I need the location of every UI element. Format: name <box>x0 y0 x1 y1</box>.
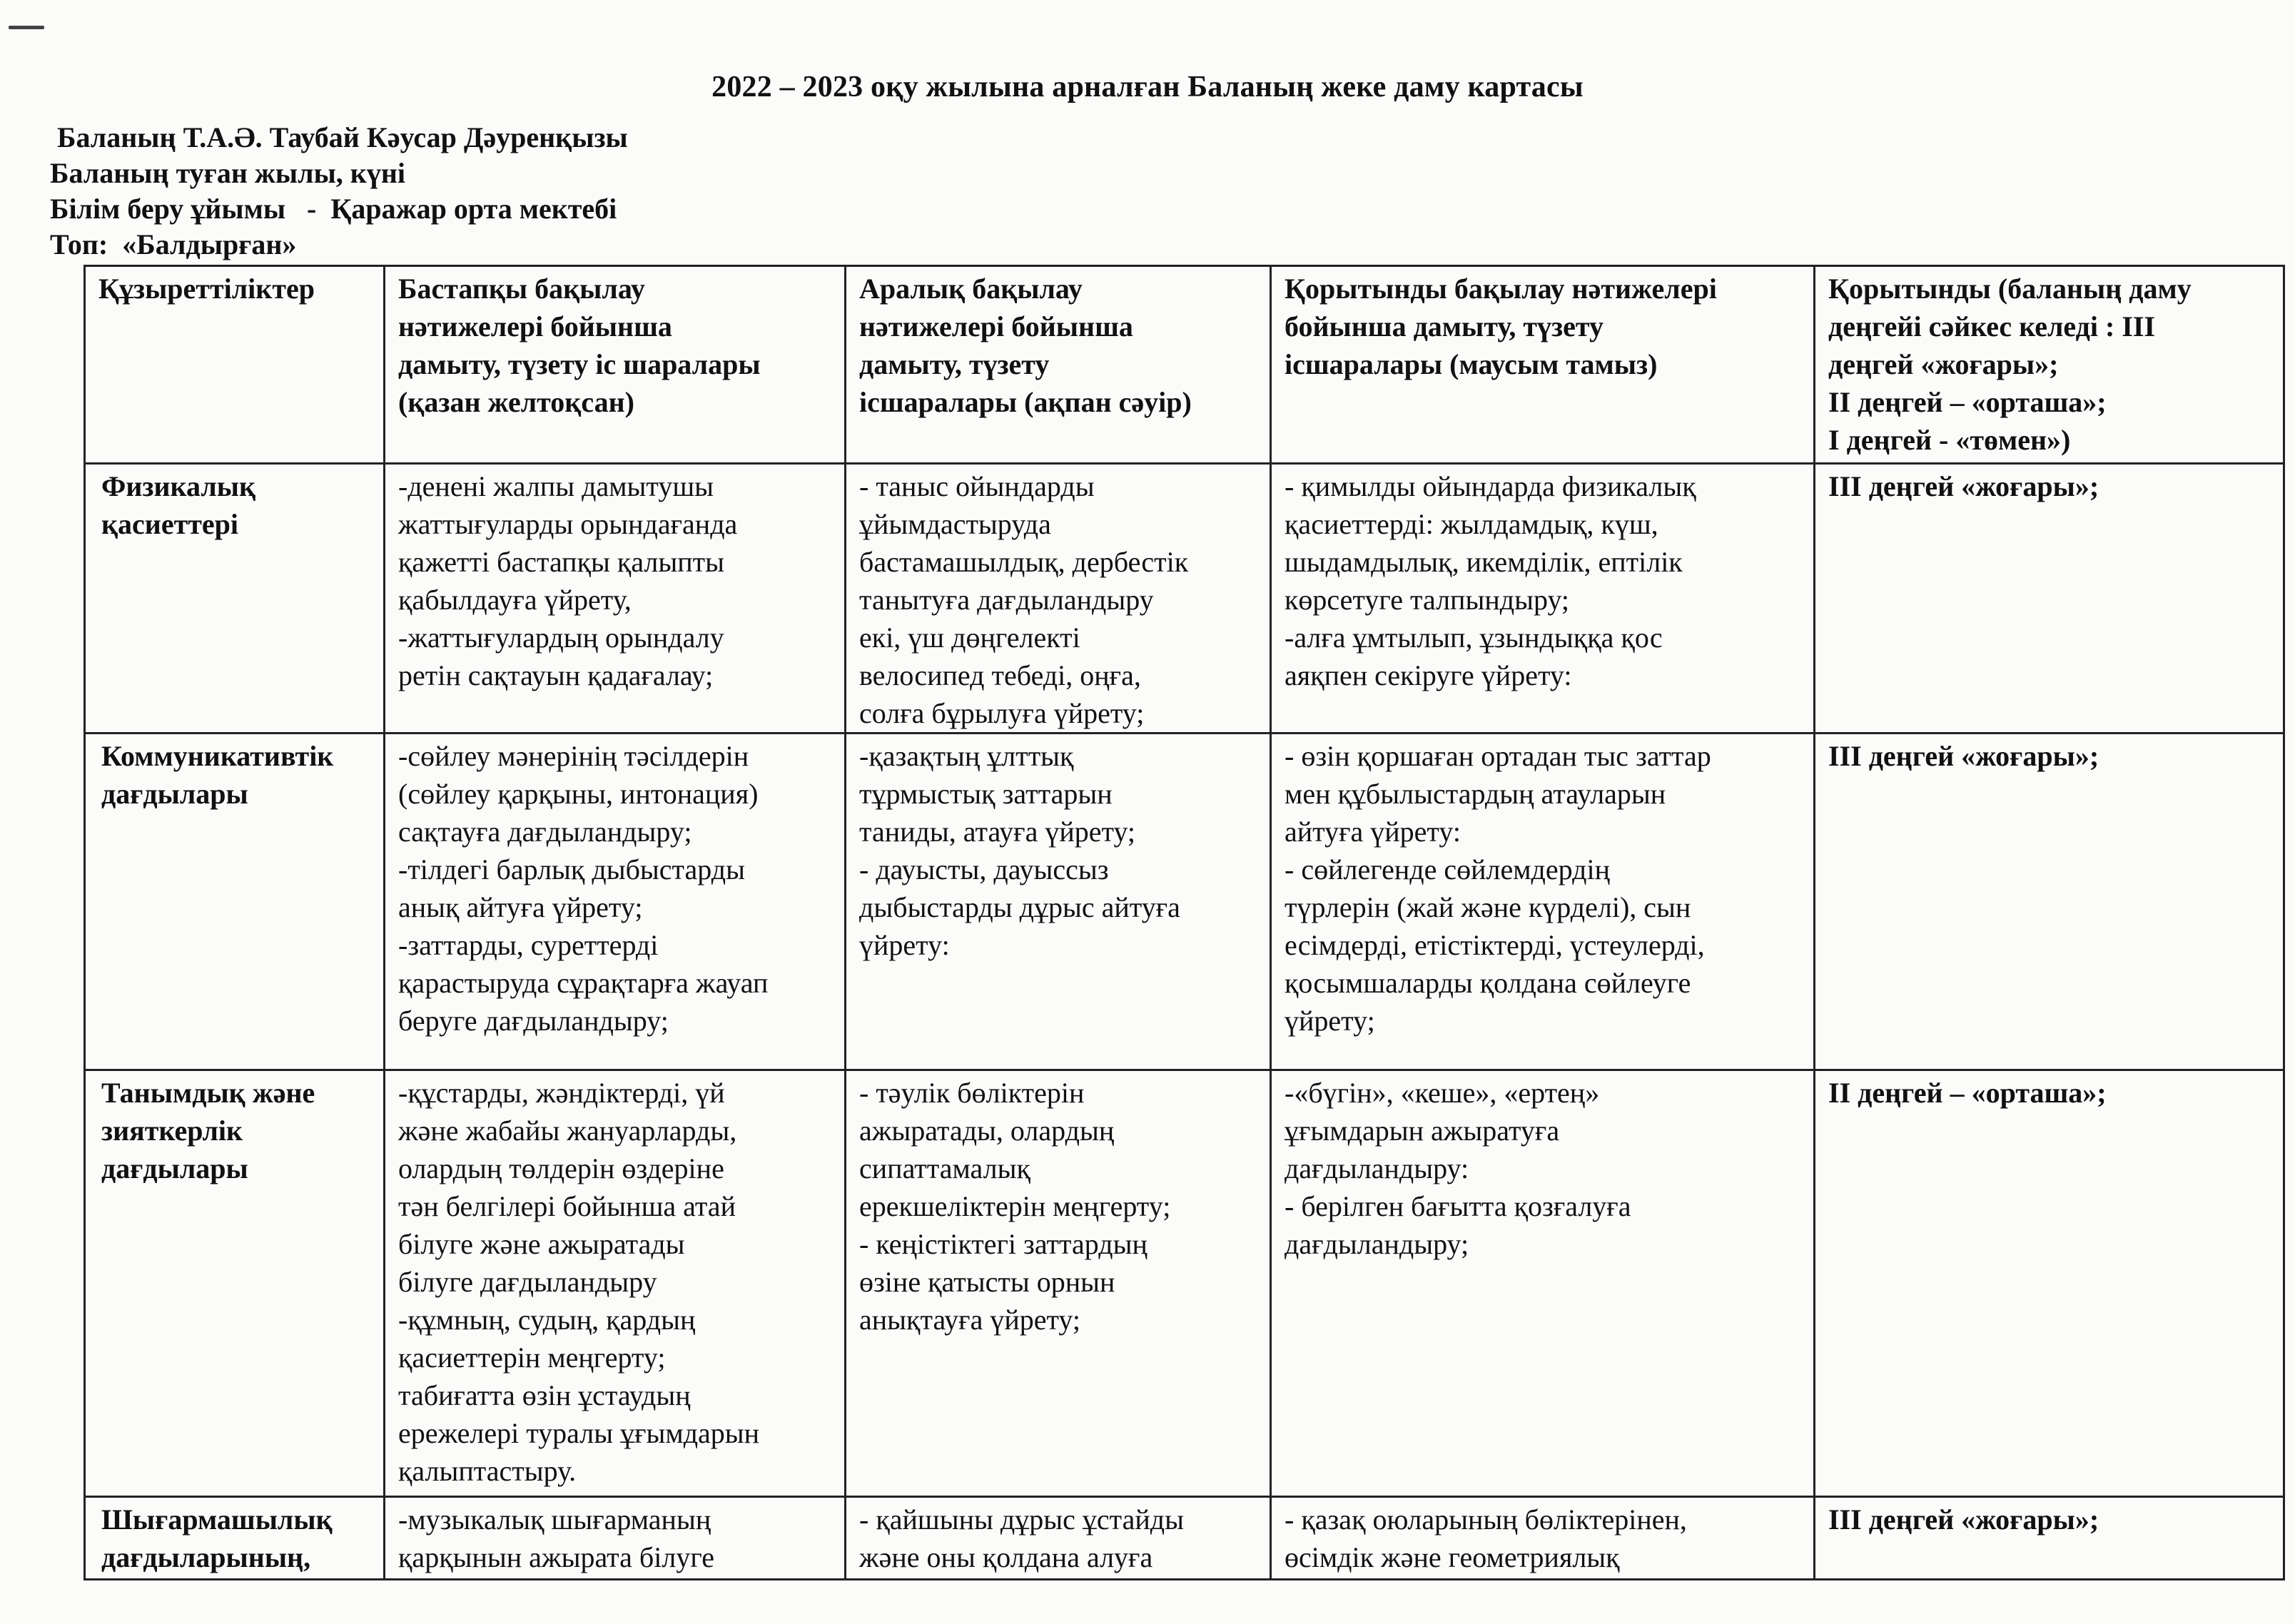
competency-cell: Шығармашылық дағдыларының, <box>85 1497 385 1580</box>
header-intermediate: Аралық бақылау нәтижелері бойынша дамыту, түзету ісшаралары (ақпан сәуір) <box>846 266 1271 464</box>
level-cell: ІІ деңгей – «орташа»; <box>1815 1070 2284 1497</box>
table-header-row <box>85 266 2284 464</box>
final-cell: - қазақ оюларының бөліктерінен, өсімдік және геометриялық <box>1271 1497 1815 1580</box>
header-conclusion: Қорытынды (баланың даму деңгейі сәйкес келеді : ІІІ деңгей «жоғары»; ІІ деңгей – «орташа»; І деңгей - «төмен») <box>1815 266 2284 464</box>
level-cell: ІІІ деңгей «жоғары»; <box>1815 734 2284 1070</box>
header-competencies: Құзыреттіліктер <box>85 266 385 464</box>
final-cell: - өзін қоршаған ортадан тыс заттар мен құбылыстардың атауларын айтуға үйрету: - сөйлегенде сөйлемдердің түрлерін (жай және күрделі), сын есімдерді, етістіктерді, үстеулерді, қосымшаларды қолдана сөйлеуге үйрету; <box>1271 734 1815 1070</box>
competency-cell: Танымдық және зияткерлік дағдылары <box>85 1070 385 1497</box>
document-title: 2022 – 2023 оқу жылына арналған Баланың жеке даму картасы <box>711 71 1584 103</box>
competency-cell: Коммуникативтік дағдылары <box>85 734 385 1070</box>
group-name: Топ: «Балдырған» <box>50 228 297 260</box>
table-row <box>85 734 2284 1070</box>
competency-cell: Физикалық қасиеттері <box>85 464 385 734</box>
intermediate-cell: - тәулік бөліктерін ажыратады, олардың сипаттамалық ерекшеліктерін меңгерту; - кеңістіктегі заттардың өзіне қатысты орнын анықтауға үйрету; <box>846 1070 1271 1497</box>
level-cell: ІІІ деңгей «жоғары»; <box>1815 464 2284 734</box>
intermediate-cell: - таныс ойындарды ұйымдастыруда бастамашылдық, дербестік танытуға дағдыландыру екі, үш дөңгелекті велосипед тебеді, оңға, солға бұрылуға үйрету; <box>846 464 1271 734</box>
development-map-table <box>83 265 2285 1580</box>
level-cell: ІІІ деңгей «жоғары»; <box>1815 1497 2284 1580</box>
header-final: Қорытынды бақылау нәтижелері бойынша дамыту, түзету ісшаралары (маусым тамыз) <box>1271 266 1815 464</box>
child-name: Баланың Т.А.Ә. Таубай Кәусар Дәуренқызы <box>50 121 628 153</box>
header-initial: Бастапқы бақылау нәтижелері бойынша дамыту, түзету іс шаралары (қазан желтоқсан) <box>385 266 846 464</box>
table-row <box>85 1497 2284 1580</box>
education-organization: Білім беру ұйымы - Қаражар орта мектебі <box>50 193 617 225</box>
initial-cell: -музыкалық шығарманың қарқынын ажырата білуге <box>385 1497 846 1580</box>
table-row <box>85 464 2284 734</box>
child-info <box>50 120 628 263</box>
initial-cell: -құстарды, жәндіктерді, үй және жабайы жануарларды, олардың төлдерін өздеріне тән белгілері бойынша атай білуге және ажыратады білуге дағдыландыру -құмның, судың, қардың қасиеттерін меңгерту; табиғатта өзін ұстаудың ережелері туралы ұғымдарын қалыптастыру. <box>385 1070 846 1497</box>
intermediate-cell: - қайшыны дұрыс ұстайды және оны қолдана алуға <box>846 1497 1271 1580</box>
scan-mark <box>9 26 44 29</box>
child-birth-date: Баланың туған жылы, күні <box>50 157 406 189</box>
initial-cell: -сөйлеу мәнерінің тәсілдерін (сөйлеу қарқыны, интонация) сақтауға дағдыландыру; -тілдегі барлық дыбыстарды анық айтуға үйрету; -заттарды, суреттерді қарастыруда сұрақтарға жауап беруге дағдыландыру; <box>385 734 846 1070</box>
initial-cell: -денені жалпы дамытушы жаттығуларды орындағанда қажетті бастапқы қалыпты қабылдауға үйрету, -жаттығулардың орындалу ретін сақтауын қадағалау; <box>385 464 846 734</box>
intermediate-cell: -қазақтың ұлттық тұрмыстық заттарын таниды, атауға үйрету; - дауысты, дауыссыз дыбыстарды дұрыс айтуға үйрету: <box>846 734 1271 1070</box>
final-cell: -«бүгін», «кеше», «ертең» ұғымдарын ажыратуға дағдыландыру: - берілген бағытта қозғалуға дағдыландыру; <box>1271 1070 1815 1497</box>
final-cell: - қимылды ойындарда физикалық қасиеттерді: жылдамдық, күш, шыдамдылық, икемділік, ептілік көрсетуге талпындыру; -алға ұмтылып, ұзындыққа қос аяқпен секіруге үйрету: <box>1271 464 1815 734</box>
table-row <box>85 1070 2284 1497</box>
